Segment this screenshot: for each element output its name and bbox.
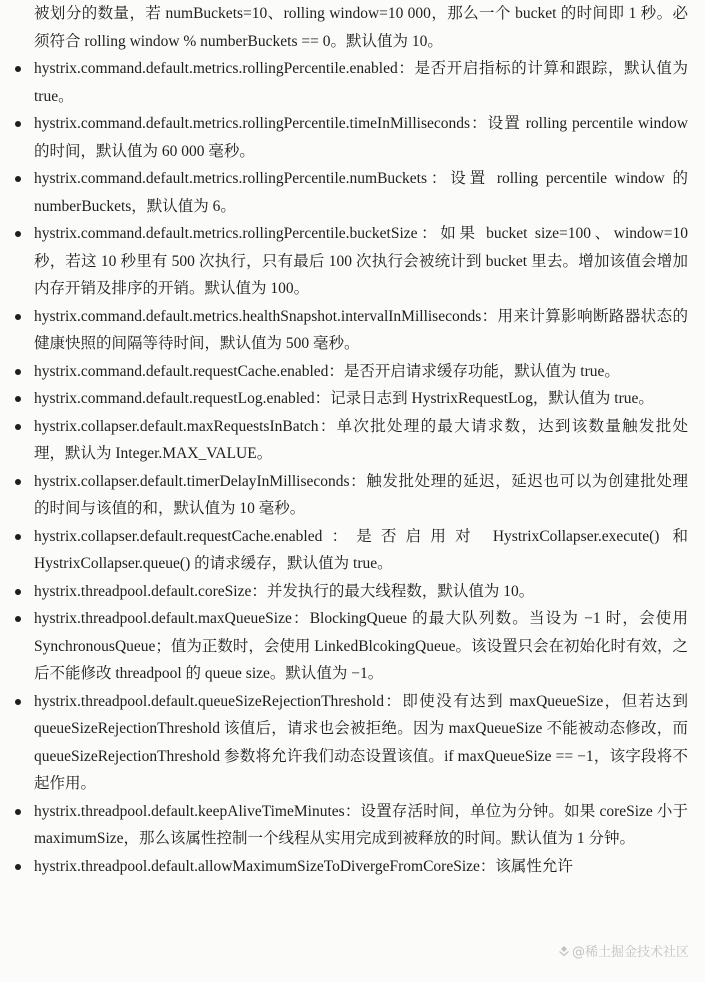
list-item-text: hystrix.collapser.default.timerDelayInMilliseconds：触发批处理的延迟，延迟也可以为创建批处理的时间与该值的和，默认值为 10 毫秒。: [34, 472, 688, 517]
list-item: [14, 385, 688, 413]
list-item-text: hystrix.command.default.metrics.rollingPercentile.enabled：是否开启指标的计算和跟踪，默认值为 true。: [34, 60, 688, 105]
list-item-text: hystrix.threadpool.default.maxQueueSize：BlockingQueue 的最大队列数。当设为 −1 时，会使用 SynchronousQueue；值为正数时，会使用 LinkedBlcokingQueue。该设置只会在初始化时有效，之后不能修改 threadpool 的 queue size。默认值为 −1。: [34, 610, 688, 682]
list-item-text: hystrix.threadpool.default.coreSize：并发执行的最大线程数，默认值为 10。: [34, 582, 535, 600]
list-item-text: hystrix.command.default.metrics.rollingPercentile.numBuckets：设置 rolling percentile window 的 numberBuckets，默认值为 6。: [34, 170, 688, 215]
list-item-text: hystrix.command.default.metrics.healthSnapshot.intervalInMilliseconds：用来计算影响断路器状态的健康快照的间隔等待时间，默认值为 500 毫秒。: [34, 307, 688, 352]
list-item: [14, 413, 688, 468]
bullet-icon: [15, 809, 21, 815]
bullet-icon: [15, 314, 21, 320]
list-item: [14, 55, 688, 110]
list-item: [14, 165, 688, 220]
list-item: [14, 605, 688, 688]
bullet-icon: [15, 864, 21, 870]
bullet-icon: [15, 121, 21, 127]
list-item-text: hystrix.command.default.requestCache.enabled：是否开启请求缓存功能，默认值为 true。: [34, 362, 620, 380]
list-item: [14, 220, 688, 303]
list-item-text: hystrix.threadpool.default.allowMaximumSizeToDivergeFromCoreSize：该属性允许: [34, 857, 573, 875]
list-item: [14, 688, 688, 798]
list-item-text: hystrix.command.default.metrics.rollingPercentile.timeInMilliseconds：设置 rolling percentile window 的时间，默认值为 60 000 毫秒。: [34, 115, 688, 160]
list-item-text: hystrix.command.default.requestLog.enabled：记录日志到 HystrixRequestLog，默认值为 true。: [34, 390, 654, 407]
intro-paragraph: 被划分的数量，若 numBuckets=10、rolling window=10 000，那么一个 bucket 的时间即 1 秒。必须符合 rolling window % numberBuckets == 0。默认值为 10。: [34, 5, 688, 50]
config-list: [14, 55, 688, 880]
list-item: [14, 468, 688, 523]
list-item-text: hystrix.command.default.metrics.rollingPercentile.bucketSize：如果 bucket size=100、window=10 秒，若这 10 秒里有 500 次执行，只有最后 100 次执行会被统计到 bucket 里去。增加该值会增加内存开销及排序的开销。默认值为 100。: [34, 225, 688, 297]
list-item-text: hystrix.threadpool.default.queueSizeRejectionThreshold：即使没有达到 maxQueueSize，但若达到 queueSizeRejectionThreshold 该值后，请求也会被拒绝。因为 maxQueueSize 不能被动态修改，而 queueSizeRejectionThreshold 参数将允许我们动态设置该值。if maxQueueSize == −1，该字段将不起作用。: [34, 692, 688, 792]
watermark-text: @稀土掘金技术社区: [571, 945, 689, 960]
bullet-icon: [15, 424, 21, 430]
bullet-icon: [15, 616, 21, 622]
bullet-icon: [15, 589, 21, 595]
bullet-icon: [15, 369, 21, 375]
bullet-icon: [15, 176, 21, 182]
list-item: [14, 578, 688, 606]
bullet-icon: [15, 66, 21, 72]
list-item-text: hystrix.collapser.default.requestCache.enabled：是否启用对 HystrixCollapser.execute() 和 HystrixCollapser.queue() 的请求缓存，默认值为 true。: [34, 527, 688, 572]
list-item-text: hystrix.collapser.default.maxRequestsInBatch：单次批处理的最大请求数，达到该数量触发批处理，默认为 Integer.MAX_VALUE。: [34, 417, 688, 462]
bullet-icon: [15, 534, 21, 540]
bullet-icon: [15, 231, 21, 237]
watermark: [558, 945, 689, 961]
bullet-icon: [15, 479, 21, 485]
list-item: [14, 798, 688, 853]
list-item: [14, 853, 688, 881]
list-item: [14, 303, 688, 358]
list-item: [14, 110, 688, 165]
list-item: [14, 523, 688, 578]
list-item-text: hystrix.threadpool.default.keepAliveTimeMinutes：设置存活时间，单位为分钟。如果 coreSize 小于 maximumSize，那么该属性控制一个线程从实用完成到被释放的时间。默认值为 1 分钟。: [34, 802, 688, 847]
bullet-icon: [15, 396, 21, 402]
list-item: [14, 358, 688, 386]
juejin-logo-icon: [558, 945, 570, 957]
bullet-icon: [15, 699, 21, 705]
